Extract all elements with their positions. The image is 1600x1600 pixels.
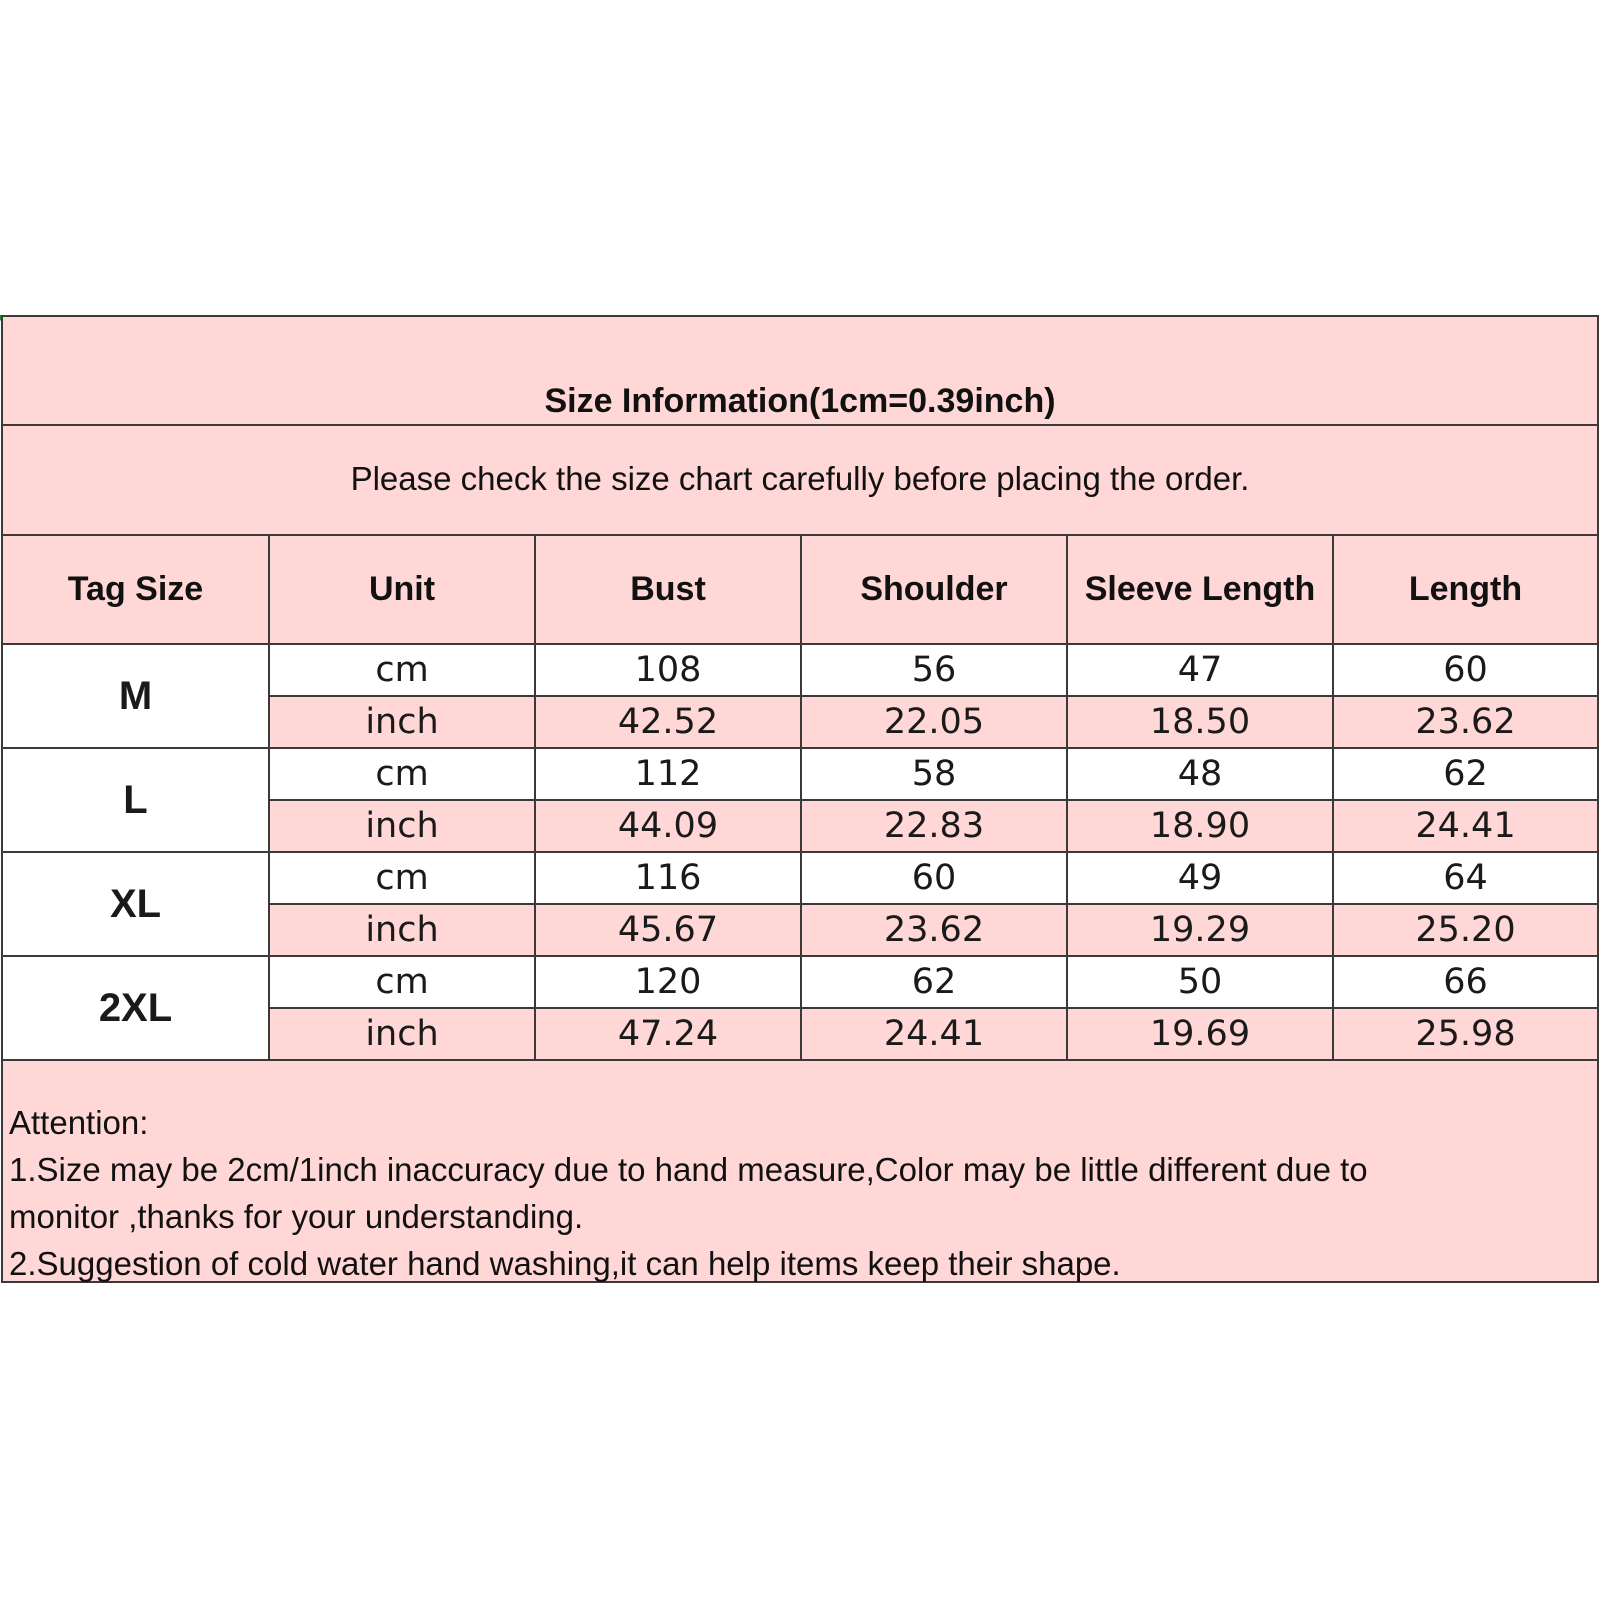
attention-line: 1.Size may be 2cm/1inch inaccuracy due to hand measure,Color may be little different due to — [9, 1151, 1368, 1188]
size-chart — [1, 315, 1599, 1283]
unit-cell: cm — [269, 956, 535, 1008]
header-bust: Bust — [535, 536, 801, 644]
chart-title: Size Information(1cm=0.39inch) — [544, 382, 1056, 420]
bust-cell: 47.24 — [535, 1008, 801, 1060]
length-cell: 23.62 — [1333, 696, 1597, 748]
shoulder-cell: 56 — [801, 644, 1067, 696]
sleeve-length-cell: 18.50 — [1067, 696, 1333, 748]
bust-cell: 42.52 — [535, 696, 801, 748]
unit-cell: cm — [269, 852, 535, 904]
sleeve-length-cell: 48 — [1067, 748, 1333, 800]
shoulder-cell: 22.05 — [801, 696, 1067, 748]
shoulder-cell: 58 — [801, 748, 1067, 800]
table-row — [3, 748, 1597, 800]
notice-row — [3, 426, 1597, 536]
header-unit: Unit — [269, 536, 535, 644]
sleeve-length-cell: 49 — [1067, 852, 1333, 904]
table-row — [3, 852, 1597, 904]
bust-cell: 120 — [535, 956, 801, 1008]
length-cell: 66 — [1333, 956, 1597, 1008]
shoulder-cell: 24.41 — [801, 1008, 1067, 1060]
header-row — [3, 536, 1597, 644]
table-row — [3, 956, 1597, 1008]
tag-size-cell: L — [3, 748, 269, 852]
length-cell: 64 — [1333, 852, 1597, 904]
bust-cell: 112 — [535, 748, 801, 800]
bust-cell: 108 — [535, 644, 801, 696]
attention-notes — [3, 1059, 1597, 1281]
header-sleeve-length: Sleeve Length — [1067, 536, 1333, 644]
attention-line: monitor ,thanks for your understanding. — [9, 1198, 584, 1235]
shoulder-cell: 23.62 — [801, 904, 1067, 956]
length-cell: 62 — [1333, 748, 1597, 800]
tag-size-cell: 2XL — [3, 956, 269, 1060]
sleeve-length-cell: 19.69 — [1067, 1008, 1333, 1060]
sleeve-length-cell: 50 — [1067, 956, 1333, 1008]
unit-cell: inch — [269, 1008, 535, 1060]
attention-heading: Attention: — [9, 1104, 149, 1141]
tag-size-cell: M — [3, 644, 269, 748]
unit-cell: cm — [269, 748, 535, 800]
length-cell: 24.41 — [1333, 800, 1597, 852]
unit-cell: inch — [269, 800, 535, 852]
title-row — [3, 317, 1597, 426]
shoulder-cell: 60 — [801, 852, 1067, 904]
length-cell: 60 — [1333, 644, 1597, 696]
bust-cell: 116 — [535, 852, 801, 904]
shoulder-cell: 62 — [801, 956, 1067, 1008]
unit-cell: inch — [269, 696, 535, 748]
notice-text: Please check the size chart carefully before placing the order. — [350, 460, 1250, 497]
sleeve-length-cell: 47 — [1067, 644, 1333, 696]
shoulder-cell: 22.83 — [801, 800, 1067, 852]
table-row — [3, 644, 1597, 696]
bust-cell: 44.09 — [535, 800, 801, 852]
size-table — [3, 536, 1597, 1061]
header-length: Length — [1333, 536, 1597, 644]
sleeve-length-cell: 19.29 — [1067, 904, 1333, 956]
header-tag-size: Tag Size — [3, 536, 269, 644]
length-cell: 25.20 — [1333, 904, 1597, 956]
unit-cell: cm — [269, 644, 535, 696]
header-shoulder: Shoulder — [801, 536, 1067, 644]
sleeve-length-cell: 18.90 — [1067, 800, 1333, 852]
tag-size-cell: XL — [3, 852, 269, 956]
length-cell: 25.98 — [1333, 1008, 1597, 1060]
attention-line: 2.Suggestion of cold water hand washing,it can help items keep their shape. — [9, 1245, 1121, 1282]
bust-cell: 45.67 — [535, 904, 801, 956]
unit-cell: inch — [269, 904, 535, 956]
